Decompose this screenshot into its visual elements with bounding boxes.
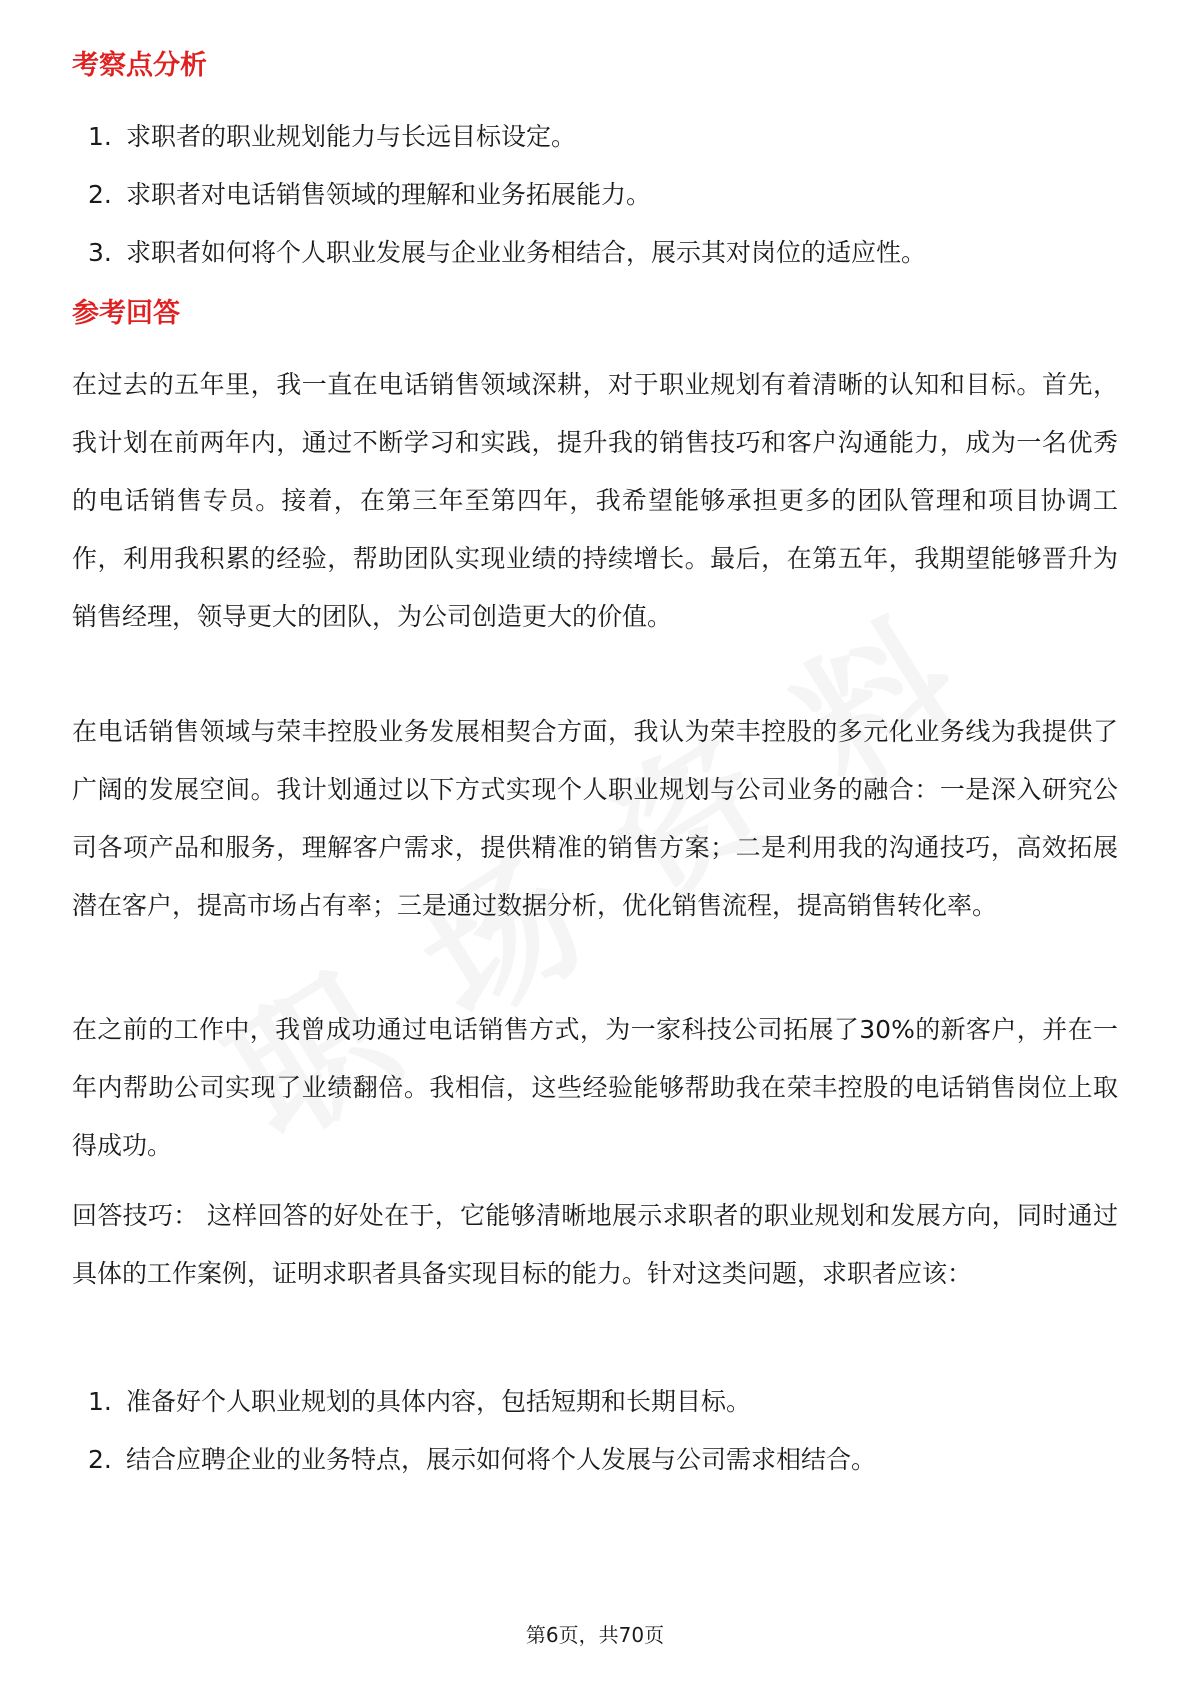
answer-paragraph-3: 在之前的工作中，我曾成功通过电话销售方式，为一家科技公司拓展了30%的新客户，并在一年内帮助公司实现了业绩翻倍。我相信，这些经验能够帮助我在荣丰控股的电话销售岗位上取得成功。 bbox=[72, 1015, 1118, 1160]
answer-heading: 参考回答 bbox=[72, 298, 180, 329]
list-item bbox=[72, 1431, 1118, 1489]
analysis-list bbox=[72, 108, 1118, 282]
list-number: 1. bbox=[88, 122, 112, 151]
list-number: 1. bbox=[88, 1387, 112, 1416]
list-text: 求职者如何将个人职业发展与企业业务相结合，展示其对岗位的适应性。 bbox=[126, 238, 927, 267]
list-item bbox=[72, 166, 1118, 224]
list-item bbox=[72, 224, 1118, 282]
tips-paragraph: 回答技巧： 这样回答的好处在于，它能够清晰地展示求职者的职业规划和发展方向，同时通过具体的工作案例，证明求职者具备实现目标的能力。针对这类问题，求职者应该： bbox=[72, 1201, 1118, 1288]
list-text: 准备好个人职业规划的具体内容，包括短期和长期目标。 bbox=[126, 1387, 752, 1416]
list-text: 结合应聘企业的业务特点，展示如何将个人发展与公司需求相结合。 bbox=[126, 1445, 877, 1474]
list-number: 3. bbox=[88, 238, 112, 267]
list-item bbox=[72, 1373, 1118, 1431]
answer-paragraph-1: 在过去的五年里，我一直在电话销售领域深耕，对于职业规划有着清晰的认知和目标。首先，我计划在前两年内，通过不断学习和实践，提升我的销售技巧和客户沟通能力，成为一名优秀的电话销售专员。接着，在第三年至第四年，我希望能够承担更多的团队管理和项目协调工作，利用我积累的经验，帮助团队实现业绩的持续增长。最后，在第五年，我期望能够晋升为销售经理，领导更大的团队，为公司创造更大的价值。 bbox=[72, 370, 1118, 631]
list-item bbox=[72, 108, 1118, 166]
list-text: 求职者的职业规划能力与长远目标设定。 bbox=[126, 122, 577, 151]
tips-list bbox=[72, 1373, 1118, 1489]
answer-paragraph-2: 在电话销售领域与荣丰控股业务发展相契合方面，我认为荣丰控股的多元化业务线为我提供了广阔的发展空间。我计划通过以下方式实现个人职业规划与公司业务的融合：一是深入研究公司各项产品和服务，理解客户需求，提供精准的销售方案；二是利用我的沟通技巧，高效拓展潜在客户，提高市场占有率；三是通过数据分析，优化销售流程，提高销售转化率。 bbox=[72, 717, 1118, 920]
page-number: 第6页，共70页 bbox=[525, 1623, 665, 1647]
list-number: 2. bbox=[88, 1445, 112, 1474]
list-text: 求职者对电话销售领域的理解和业务拓展能力。 bbox=[126, 180, 652, 209]
analysis-heading: 考察点分析 bbox=[72, 50, 207, 81]
list-number: 2. bbox=[88, 180, 112, 209]
